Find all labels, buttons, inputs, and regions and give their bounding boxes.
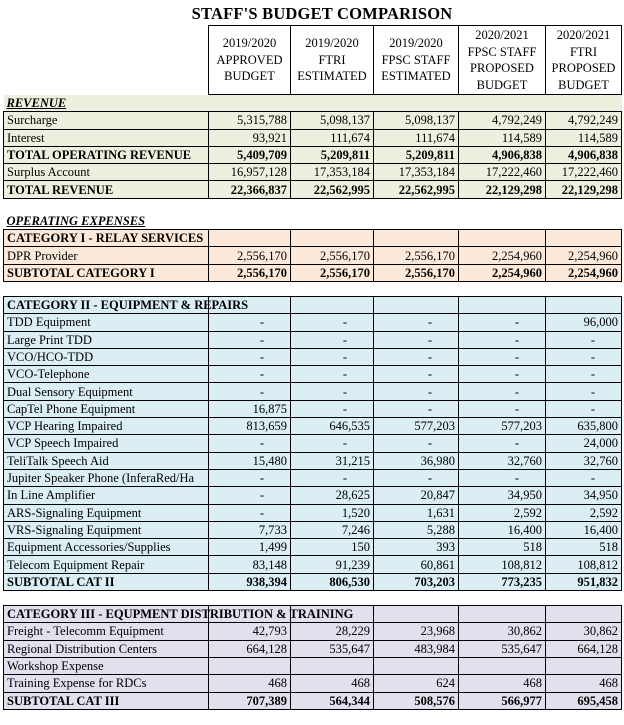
value-cell: 2,556,170 <box>291 247 374 264</box>
row-label: Workshop Expense <box>4 657 209 674</box>
row-label: In Line Amplifier <box>4 487 209 504</box>
row-label: Equipment Accessories/Supplies <box>4 539 209 556</box>
value-cell: - <box>459 469 546 486</box>
value-cell: 1,520 <box>291 504 374 521</box>
value-cell: 111,674 <box>291 129 374 146</box>
row-label: Training Expense for RDCs <box>4 675 209 692</box>
value-cell: 2,254,960 <box>546 264 622 281</box>
spacer-cell <box>4 591 622 606</box>
row-label: VCO-Telephone <box>4 366 209 383</box>
value-cell: 24,000 <box>546 435 622 452</box>
value-cell: - <box>459 314 546 331</box>
category-1-heading-row <box>4 230 622 247</box>
value-cell: - <box>374 331 459 348</box>
value-cell: 564,344 <box>291 692 374 709</box>
value-cell: - <box>374 348 459 365</box>
value-cell: 2,556,170 <box>209 264 291 281</box>
table-row <box>4 539 622 556</box>
value-cell: - <box>209 487 291 504</box>
empty-cell <box>374 230 459 247</box>
value-cell: 5,098,137 <box>291 112 374 129</box>
value-cell: 17,353,184 <box>291 164 374 181</box>
column-header-row <box>4 26 622 95</box>
value-cell: 42,793 <box>209 623 291 640</box>
value-cell: 577,203 <box>374 418 459 435</box>
spacer-cell <box>4 281 622 296</box>
value-cell <box>291 657 374 674</box>
value-cell: 22,562,995 <box>291 181 374 198</box>
value-cell: - <box>546 469 622 486</box>
table-row <box>4 623 622 640</box>
table-row <box>4 521 622 538</box>
spacer-row <box>4 281 622 296</box>
value-cell: 22,129,298 <box>546 181 622 198</box>
value-cell: - <box>291 435 374 452</box>
value-cell: - <box>459 366 546 383</box>
column-header: 2019/2020 FPSC STAFF ESTIMATED <box>374 26 459 95</box>
spacer-row <box>4 198 622 213</box>
category-heading: CATEGORY II - EQUIPMENT & REPAIRS <box>4 296 209 313</box>
value-cell: 16,957,128 <box>209 164 291 181</box>
value-cell <box>374 657 459 674</box>
section-heading: OPERATING EXPENSES <box>6 213 146 228</box>
value-cell: 2,556,170 <box>374 264 459 281</box>
table-row <box>4 112 622 129</box>
value-cell: 83,148 <box>209 556 291 573</box>
value-cell: - <box>459 331 546 348</box>
row-label: VCP Speech Impaired <box>4 435 209 452</box>
empty-cell <box>291 296 374 313</box>
value-cell: 535,647 <box>291 640 374 657</box>
value-cell: 577,203 <box>459 418 546 435</box>
table-row <box>4 129 622 146</box>
value-cell: 5,288 <box>374 521 459 538</box>
value-cell: 34,950 <box>459 487 546 504</box>
table-row <box>4 247 622 264</box>
row-label: Telecom Equipment Repair <box>4 556 209 573</box>
value-cell: 22,129,298 <box>459 181 546 198</box>
value-cell: 17,222,460 <box>459 164 546 181</box>
value-cell: 806,530 <box>291 573 374 590</box>
value-cell: - <box>546 348 622 365</box>
category-2-heading-row <box>4 296 622 313</box>
value-cell: 30,862 <box>546 623 622 640</box>
value-cell: - <box>374 435 459 452</box>
value-cell: 22,366,837 <box>209 181 291 198</box>
category-heading: CATEGORY III - EQUPMENT DISTRIBUTION & TRAINING <box>4 606 209 623</box>
spacer-row <box>4 591 622 606</box>
subtotal-row <box>4 573 622 590</box>
value-cell: 703,203 <box>374 573 459 590</box>
column-header: 2020/2021 FTRI PROPOSED BUDGET <box>546 26 622 95</box>
value-cell: 111,674 <box>374 129 459 146</box>
value-cell <box>459 657 546 674</box>
value-cell: - <box>209 314 291 331</box>
value-cell: 114,589 <box>546 129 622 146</box>
value-cell: 23,968 <box>374 623 459 640</box>
row-label: SUBTOTAL CAT II <box>4 573 209 590</box>
subtotal-row <box>4 264 622 281</box>
table-row <box>4 383 622 400</box>
value-cell: 16,875 <box>209 400 291 417</box>
value-cell: 91,239 <box>291 556 374 573</box>
value-cell: 2,254,960 <box>459 264 546 281</box>
value-cell: - <box>209 383 291 400</box>
row-label: TOTAL REVENUE <box>4 181 209 198</box>
empty-cell <box>546 230 622 247</box>
empty-cell <box>546 606 622 623</box>
value-cell: 2,556,170 <box>374 247 459 264</box>
value-cell: - <box>459 400 546 417</box>
value-cell: 518 <box>459 539 546 556</box>
empty-cell <box>546 296 622 313</box>
value-cell: - <box>546 366 622 383</box>
value-cell: - <box>374 469 459 486</box>
value-cell: - <box>374 383 459 400</box>
value-cell: - <box>209 469 291 486</box>
value-cell: - <box>291 383 374 400</box>
value-cell: 7,246 <box>291 521 374 538</box>
value-cell: - <box>546 400 622 417</box>
row-label: Dual Sensory Equipment <box>4 383 209 400</box>
value-cell: 468 <box>546 675 622 692</box>
column-header: 2019/2020 APPROVED BUDGET <box>209 26 291 95</box>
row-label: DPR Provider <box>4 247 209 264</box>
value-cell: 93,921 <box>209 129 291 146</box>
row-label: Freight - Telecomm Equipment <box>4 623 209 640</box>
table-row <box>4 452 622 469</box>
value-cell: 483,984 <box>374 640 459 657</box>
empty-cell <box>459 296 546 313</box>
value-cell: 2,556,170 <box>291 264 374 281</box>
value-cell: 4,906,838 <box>459 146 546 163</box>
table-row <box>4 366 622 383</box>
value-cell: 2,254,960 <box>546 247 622 264</box>
value-cell: 938,394 <box>209 573 291 590</box>
table-row <box>4 418 622 435</box>
empty-cell <box>459 606 546 623</box>
value-cell: - <box>209 366 291 383</box>
value-cell: 695,458 <box>546 692 622 709</box>
row-label: VRS-Signaling Equipment <box>4 521 209 538</box>
value-cell: 1,631 <box>374 504 459 521</box>
value-cell: 5,209,811 <box>374 146 459 163</box>
value-cell: - <box>291 469 374 486</box>
value-cell: 7,733 <box>209 521 291 538</box>
row-label: Surplus Account <box>4 164 209 181</box>
row-label: Interest <box>4 129 209 146</box>
table-row <box>4 469 622 486</box>
value-cell: 16,400 <box>459 521 546 538</box>
row-label: Jupiter Speaker Phone (InferaRed/Ha <box>4 469 209 486</box>
table-row <box>4 164 622 181</box>
value-cell: 108,812 <box>546 556 622 573</box>
value-cell: 2,556,170 <box>209 247 291 264</box>
empty-cell <box>374 606 459 623</box>
value-cell: 393 <box>374 539 459 556</box>
value-cell: 17,222,460 <box>546 164 622 181</box>
value-cell: 16,400 <box>546 521 622 538</box>
value-cell: 646,535 <box>291 418 374 435</box>
value-cell: 566,977 <box>459 692 546 709</box>
value-cell: 150 <box>291 539 374 556</box>
header-spacer <box>4 26 209 95</box>
value-cell: 5,098,137 <box>374 112 459 129</box>
value-cell: 17,353,184 <box>374 164 459 181</box>
subtotal-row <box>4 692 622 709</box>
value-cell: - <box>374 366 459 383</box>
value-cell: - <box>291 331 374 348</box>
value-cell: 951,832 <box>546 573 622 590</box>
value-cell: 20,847 <box>374 487 459 504</box>
row-label: TeliTalk Speech Aid <box>4 452 209 469</box>
table-row <box>4 657 622 674</box>
value-cell: 468 <box>291 675 374 692</box>
value-cell: 813,659 <box>209 418 291 435</box>
value-cell: 707,389 <box>209 692 291 709</box>
value-cell: 15,480 <box>209 452 291 469</box>
value-cell: - <box>209 504 291 521</box>
value-cell: 36,980 <box>374 452 459 469</box>
value-cell: - <box>459 348 546 365</box>
value-cell: 108,812 <box>459 556 546 573</box>
value-cell: 114,589 <box>459 129 546 146</box>
value-cell: - <box>291 348 374 365</box>
value-cell: 468 <box>459 675 546 692</box>
operating-expenses-heading-row <box>4 213 622 230</box>
value-cell: 2,592 <box>459 504 546 521</box>
row-label: ARS-Signaling Equipment <box>4 504 209 521</box>
category-heading: CATEGORY I - RELAY SERVICES <box>4 230 209 247</box>
value-cell: - <box>291 400 374 417</box>
row-label: Large Print TDD <box>4 331 209 348</box>
row-label: VCO/HCO-TDD <box>4 348 209 365</box>
empty-cell <box>459 230 546 247</box>
value-cell: - <box>291 366 374 383</box>
value-cell: 4,792,249 <box>546 112 622 129</box>
value-cell: 664,128 <box>546 640 622 657</box>
value-cell: 773,235 <box>459 573 546 590</box>
value-cell: 31,215 <box>291 452 374 469</box>
revenue-heading-row <box>4 95 622 112</box>
table-row <box>4 675 622 692</box>
table-row <box>4 331 622 348</box>
value-cell: 32,760 <box>459 452 546 469</box>
sheet-title: STAFF'S BUDGET COMPARISON <box>191 4 453 23</box>
value-cell: - <box>209 348 291 365</box>
value-cell: 5,209,811 <box>291 146 374 163</box>
empty-cell <box>374 296 459 313</box>
value-cell: 1,499 <box>209 539 291 556</box>
table-row <box>4 435 622 452</box>
value-cell: - <box>291 314 374 331</box>
value-cell: 28,625 <box>291 487 374 504</box>
value-cell: 4,906,838 <box>546 146 622 163</box>
spacer-cell <box>4 198 622 213</box>
value-cell <box>546 657 622 674</box>
value-cell: 22,562,995 <box>374 181 459 198</box>
table-row <box>4 556 622 573</box>
table-row <box>4 487 622 504</box>
row-label: SUBTOTAL CATEGORY I <box>4 264 209 281</box>
value-cell: 468 <box>209 675 291 692</box>
value-cell <box>209 657 291 674</box>
value-cell: 4,792,249 <box>459 112 546 129</box>
value-cell: 5,315,788 <box>209 112 291 129</box>
row-label: VCP Hearing Impaired <box>4 418 209 435</box>
value-cell: 32,760 <box>546 452 622 469</box>
category-3-heading-row <box>4 606 622 623</box>
value-cell: 28,229 <box>291 623 374 640</box>
budget-table <box>3 25 622 710</box>
subtotal-row <box>4 146 622 163</box>
value-cell: 624 <box>374 675 459 692</box>
table-row <box>4 314 622 331</box>
value-cell: - <box>546 331 622 348</box>
section-heading: REVENUE <box>6 96 67 111</box>
value-cell: - <box>459 435 546 452</box>
value-cell: - <box>546 383 622 400</box>
value-cell: 2,592 <box>546 504 622 521</box>
empty-cell <box>291 230 374 247</box>
value-cell: 535,647 <box>459 640 546 657</box>
value-cell: 2,254,960 <box>459 247 546 264</box>
row-label: TDD Equipment <box>4 314 209 331</box>
value-cell: 34,950 <box>546 487 622 504</box>
value-cell: - <box>459 383 546 400</box>
budget-sheet <box>3 3 621 710</box>
table-row <box>4 400 622 417</box>
row-label: CapTel Phone Equipment <box>4 400 209 417</box>
row-label: SUBTOTAL CAT III <box>4 692 209 709</box>
value-cell: - <box>209 435 291 452</box>
value-cell: 30,862 <box>459 623 546 640</box>
table-row <box>4 640 622 657</box>
row-label: Regional Distribution Centers <box>4 640 209 657</box>
value-cell: 518 <box>546 539 622 556</box>
value-cell: 5,409,709 <box>209 146 291 163</box>
value-cell: 508,576 <box>374 692 459 709</box>
row-label: TOTAL OPERATING REVENUE <box>4 146 209 163</box>
column-header: 2019/2020 FTRI ESTIMATED <box>291 26 374 95</box>
value-cell: - <box>209 331 291 348</box>
subtotal-row <box>4 181 622 198</box>
table-row <box>4 348 622 365</box>
value-cell: 60,861 <box>374 556 459 573</box>
value-cell: - <box>374 400 459 417</box>
value-cell: - <box>374 314 459 331</box>
row-label: Surcharge <box>4 112 209 129</box>
value-cell: 635,800 <box>546 418 622 435</box>
value-cell: 664,128 <box>209 640 291 657</box>
value-cell: 96,000 <box>546 314 622 331</box>
column-header: 2020/2021 FPSC STAFF PROPOSED BUDGET <box>459 26 546 95</box>
empty-cell <box>209 230 291 247</box>
table-row <box>4 504 622 521</box>
